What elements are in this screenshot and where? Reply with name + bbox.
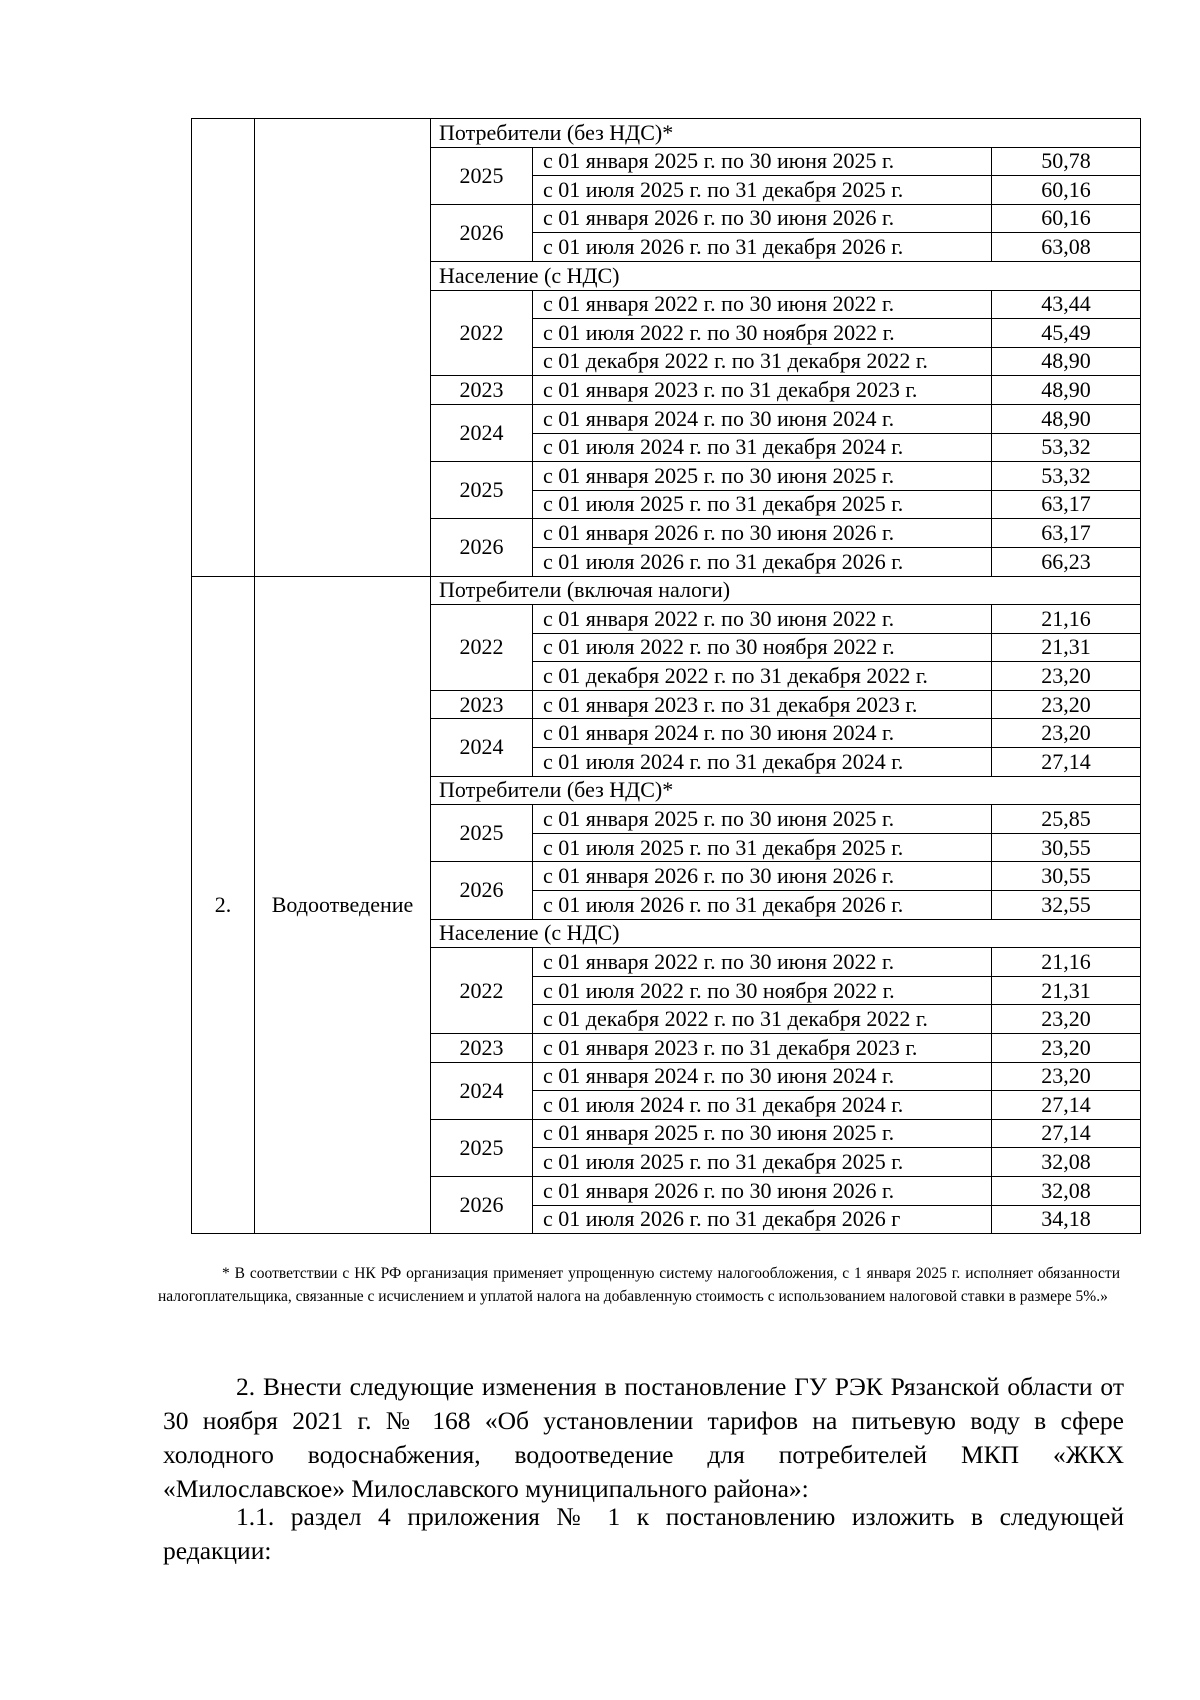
period-cell: с 01 января 2022 г. по 30 июня 2022 г.	[533, 290, 992, 319]
tariff-value-cell: 32,08	[992, 1176, 1141, 1205]
tariff-value-cell: 60,16	[992, 176, 1141, 205]
tariff-value-cell: 30,55	[992, 862, 1141, 891]
year-cell: 2024	[431, 1062, 533, 1119]
year-cell: 2024	[431, 719, 533, 776]
tariff-table	[191, 118, 1141, 1234]
period-cell: с 01 января 2024 г. по 30 июня 2024 г.	[533, 1062, 992, 1091]
group-header: Население (с НДС)	[431, 261, 1141, 290]
period-cell: с 01 января 2026 г. по 30 июня 2026 г.	[533, 862, 992, 891]
period-cell: с 01 июля 2022 г. по 30 ноября 2022 г.	[533, 976, 992, 1005]
period-cell: с 01 июля 2026 г. по 31 декабря 2026 г.	[533, 233, 992, 262]
year-cell: 2022	[431, 948, 533, 1034]
paragraph-amendment: 2. Внести следующие изменения в постановление ГУ РЭК Рязанской области от 30 ноября 2021 г. № 168 «Об установлении тарифов на питьевую воду в сфере холодного водоснабжения, водоотведение для потребителей МКП «ЖКХ «Милославское» Милославского муниципального района»:	[163, 1372, 1124, 1503]
year-cell: 2023	[431, 376, 533, 405]
group-header: Население (с НДС)	[431, 919, 1141, 948]
period-cell: с 01 июля 2025 г. по 31 декабря 2025 г.	[533, 490, 992, 519]
year-cell: 2023	[431, 1034, 533, 1063]
tariff-value-cell: 53,32	[992, 433, 1141, 462]
tariff-value-cell: 23,20	[992, 1005, 1141, 1034]
period-cell: с 01 января 2022 г. по 30 июня 2022 г.	[533, 948, 992, 977]
period-cell: с 01 января 2023 г. по 31 декабря 2023 г.	[533, 690, 992, 719]
tariff-value-cell: 48,90	[992, 347, 1141, 376]
period-cell: с 01 января 2025 г. по 30 июня 2025 г.	[533, 1119, 992, 1148]
period-cell: с 01 января 2026 г. по 30 июня 2026 г.	[533, 204, 992, 233]
footnote	[158, 1262, 1120, 1308]
period-cell: с 01 июля 2025 г. по 31 декабря 2025 г.	[533, 833, 992, 862]
group-header-row	[192, 119, 1141, 148]
tariff-value-cell: 48,90	[992, 376, 1141, 405]
period-cell: с 01 июля 2022 г. по 30 ноября 2022 г.	[533, 633, 992, 662]
tariff-value-cell: 27,14	[992, 1119, 1141, 1148]
tariff-value-cell: 21,31	[992, 976, 1141, 1005]
year-cell: 2025	[431, 1119, 533, 1176]
tariff-value-cell: 45,49	[992, 319, 1141, 348]
year-cell: 2025	[431, 462, 533, 519]
period-cell: с 01 января 2024 г. по 30 июня 2024 г.	[533, 719, 992, 748]
year-cell: 2025	[431, 147, 533, 204]
year-cell: 2025	[431, 805, 533, 862]
year-cell: 2026	[431, 204, 533, 261]
period-cell: с 01 июля 2024 г. по 31 декабря 2024 г.	[533, 433, 992, 462]
paragraph-section-4: 1.1. раздел 4 приложения № 1 к постановлению изложить в следующей редакции:	[163, 1502, 1124, 1565]
period-cell: с 01 июля 2025 г. по 31 декабря 2025 г.	[533, 176, 992, 205]
tariff-value-cell: 48,90	[992, 404, 1141, 433]
year-cell: 2026	[431, 1176, 533, 1233]
tariff-value-cell: 23,20	[992, 1034, 1141, 1063]
period-cell: с 01 января 2022 г. по 30 июня 2022 г.	[533, 605, 992, 634]
tariff-value-cell: 23,20	[992, 690, 1141, 719]
tariff-value-cell: 25,85	[992, 805, 1141, 834]
tariff-value-cell: 63,17	[992, 519, 1141, 548]
tariff-value-cell: 53,32	[992, 462, 1141, 491]
group-header: Потребители (включая налоги)	[431, 576, 1141, 605]
year-cell: 2026	[431, 862, 533, 919]
group-header: Потребители (без НДС)*	[431, 119, 1141, 148]
item-number-cell-empty	[192, 119, 255, 577]
group-header-row	[192, 576, 1141, 605]
period-cell: с 01 июля 2026 г. по 31 декабря 2026 г	[533, 1205, 992, 1234]
tariff-value-cell: 32,08	[992, 1148, 1141, 1177]
tariff-value-cell: 43,44	[992, 290, 1141, 319]
tariff-value-cell: 66,23	[992, 547, 1141, 576]
tariff-value-cell: 21,16	[992, 605, 1141, 634]
year-cell: 2023	[431, 690, 533, 719]
tariff-value-cell: 60,16	[992, 204, 1141, 233]
item-number-cell: 2.	[192, 576, 255, 1234]
period-cell: с 01 января 2026 г. по 30 июня 2026 г.	[533, 1176, 992, 1205]
tariff-value-cell: 27,14	[992, 748, 1141, 777]
period-cell: с 01 июля 2026 г. по 31 декабря 2026 г.	[533, 891, 992, 920]
period-cell: с 01 января 2025 г. по 30 июня 2025 г.	[533, 147, 992, 176]
year-cell: 2022	[431, 290, 533, 376]
year-cell: 2022	[431, 605, 533, 691]
tariff-value-cell: 30,55	[992, 833, 1141, 862]
tariff-value-cell: 21,16	[992, 948, 1141, 977]
year-cell: 2024	[431, 404, 533, 461]
period-cell: с 01 декабря 2022 г. по 31 декабря 2022 г.	[533, 347, 992, 376]
period-cell: с 01 декабря 2022 г. по 31 декабря 2022 г.	[533, 662, 992, 691]
period-cell: с 01 июля 2024 г. по 31 декабря 2024 г.	[533, 748, 992, 777]
period-cell: с 01 января 2025 г. по 30 июня 2025 г.	[533, 462, 992, 491]
service-name-cell: Водоотведение	[255, 576, 431, 1234]
period-cell: с 01 января 2023 г. по 31 декабря 2023 г.	[533, 376, 992, 405]
tariff-value-cell: 63,17	[992, 490, 1141, 519]
period-cell: с 01 декабря 2022 г. по 31 декабря 2022 г.	[533, 1005, 992, 1034]
tariff-value-cell: 63,08	[992, 233, 1141, 262]
tariff-value-cell: 21,31	[992, 633, 1141, 662]
tariff-value-cell: 23,20	[992, 1062, 1141, 1091]
tariff-value-cell: 27,14	[992, 1091, 1141, 1120]
tariff-value-cell: 32,55	[992, 891, 1141, 920]
tariff-value-cell: 34,18	[992, 1205, 1141, 1234]
period-cell: с 01 июля 2025 г. по 31 декабря 2025 г.	[533, 1148, 992, 1177]
period-cell: с 01 июля 2024 г. по 31 декабря 2024 г.	[533, 1091, 992, 1120]
year-cell: 2026	[431, 519, 533, 576]
period-cell: с 01 января 2025 г. по 30 июня 2025 г.	[533, 805, 992, 834]
period-cell: с 01 июля 2026 г. по 31 декабря 2026 г.	[533, 547, 992, 576]
tariff-value-cell: 50,78	[992, 147, 1141, 176]
period-cell: с 01 января 2023 г. по 31 декабря 2023 г.	[533, 1034, 992, 1063]
footnote-text: * В соответствии с НК РФ организация применяет упрощенную систему налогообложения, с 1 января 2025 г. исполняет обязанности налогоплательщика, связанные с исчислением и уплатой налога на добавленную стоимость с использованием налоговой ставки в размере 5%.»	[158, 1265, 1120, 1305]
period-cell: с 01 января 2024 г. по 30 июня 2024 г.	[533, 404, 992, 433]
tariff-value-cell: 23,20	[992, 662, 1141, 691]
period-cell: с 01 января 2026 г. по 30 июня 2026 г.	[533, 519, 992, 548]
service-name-cell-empty	[255, 119, 431, 577]
tariff-value-cell: 23,20	[992, 719, 1141, 748]
period-cell: с 01 июля 2022 г. по 30 ноября 2022 г.	[533, 319, 992, 348]
group-header: Потребители (без НДС)*	[431, 776, 1141, 805]
